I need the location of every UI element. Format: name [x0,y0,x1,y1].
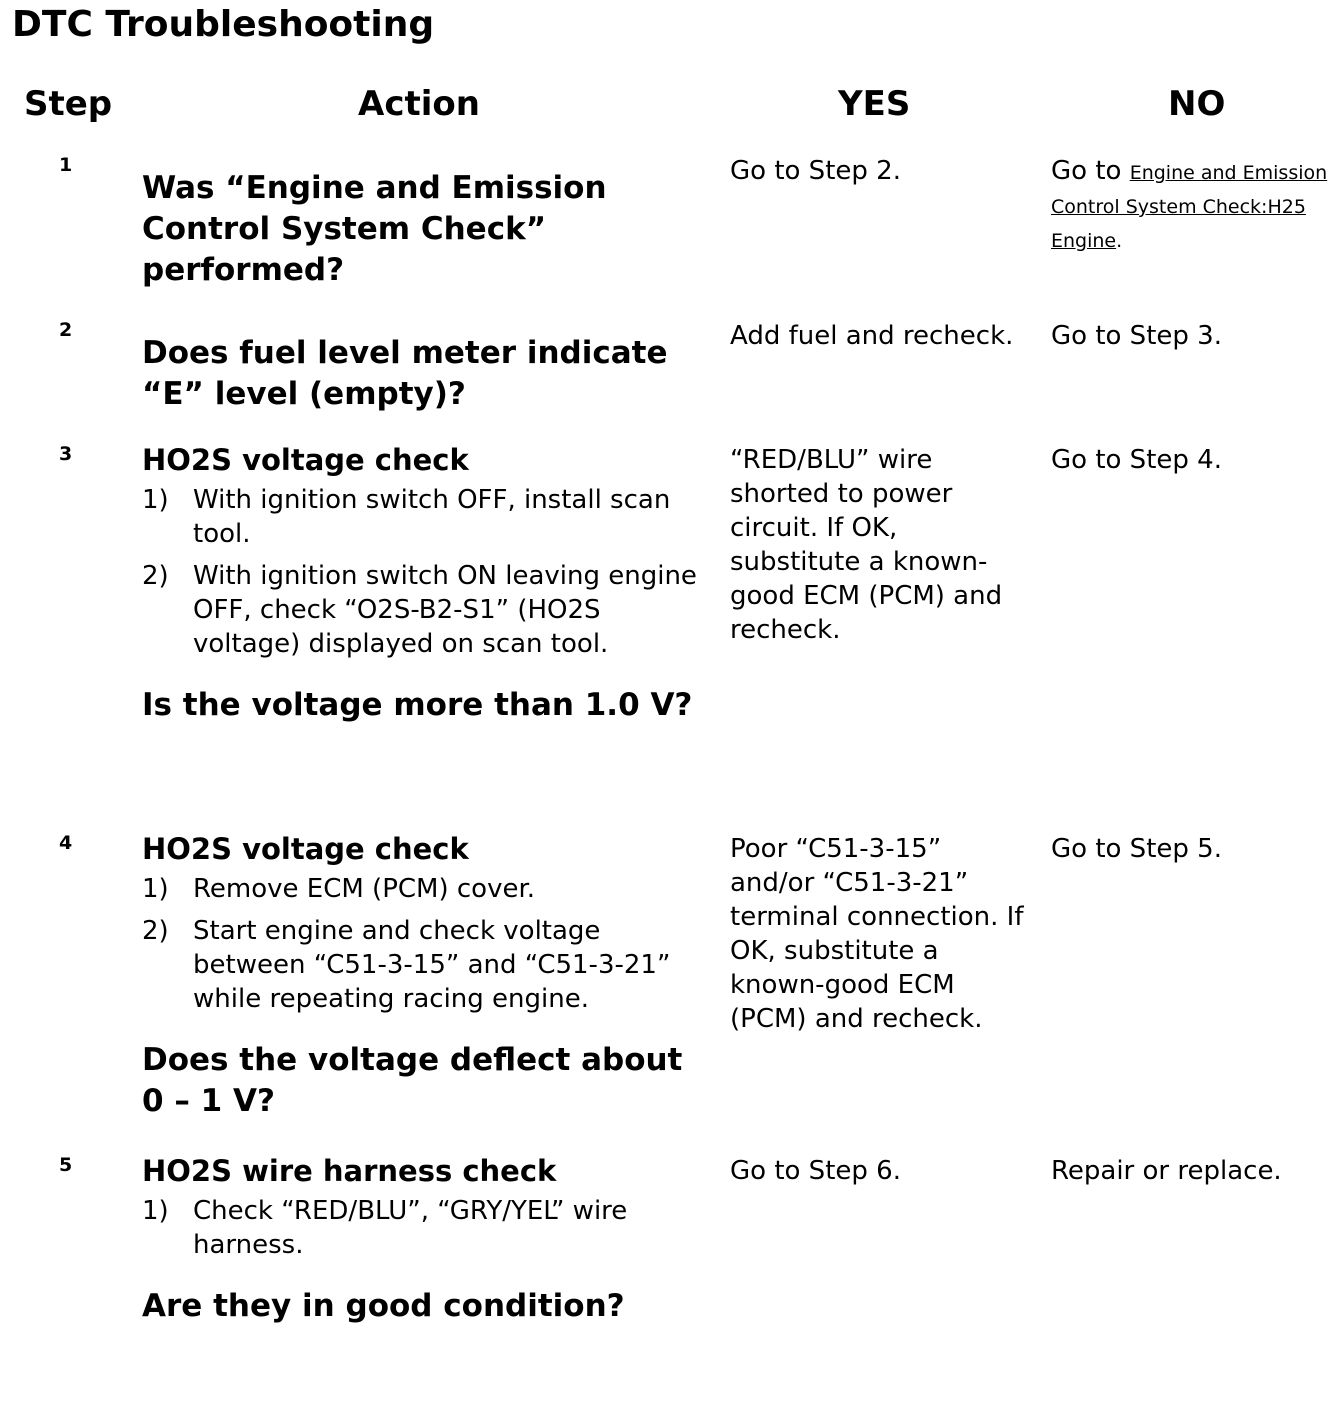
action-question: Is the voltage more than 1.0 V? [142,687,693,723]
no-cell: Go to Step 3. [1051,321,1222,351]
action-title: HO2S voltage check [142,832,469,866]
sub-step-number: 1) [142,874,169,904]
step-number: 4 [59,832,73,854]
no-cell [1051,154,1341,258]
action-cell [142,319,702,415]
sub-step-number: 2) [142,916,169,946]
no-cell: Repair or replace. [1051,1156,1282,1186]
action-question: Are they in good condition? [142,1288,625,1324]
action-title: HO2S voltage check [142,443,469,477]
yes-cell: Go to Step 2. [730,156,901,186]
sub-step-text: Remove ECM (PCM) cover. [193,874,536,904]
sub-step [142,1194,702,1262]
column-header-step: Step [24,84,113,124]
sub-step-text: With ignition switch ON leaving engine OFF, check “O2S-B2-S1” (HO2S voltage) displayed on scan tool. [193,561,697,659]
yes-cell: Poor “C51-3-15” and/or “C51-3-21” terminal connection. If OK, substitute a known-good ECM (PCM) and recheck. [730,834,1024,1034]
sub-step-number: 1) [142,1196,169,1226]
yes-cell: Go to Step 6. [730,1156,901,1186]
sub-step-list [142,872,702,1016]
sub-step [142,559,702,661]
action-cell [142,443,702,726]
no-cell: Go to Step 4. [1051,445,1222,475]
action-question: Does the voltage deflect about 0 – 1 V? [142,1042,683,1119]
sub-step [142,483,702,551]
step-number: 5 [59,1154,73,1176]
sub-step-list [142,1194,702,1262]
column-header-no: NO [1168,84,1226,124]
action-cell [142,154,702,291]
step-number: 1 [59,154,73,176]
action-cell [142,1154,702,1327]
sub-step-number: 1) [142,485,169,515]
no-suffix: . [1116,230,1123,252]
column-header-action: Action [358,84,480,124]
engine-emission-check-link[interactable]: Engine and Emission Control System Check:H25 Engine [1051,162,1328,252]
column-header-yes: YES [838,84,911,124]
yes-cell: Add fuel and recheck. [730,321,1014,351]
action-title: HO2S wire harness check [142,1154,557,1188]
yes-cell: “RED/BLU” wire shorted to power circuit. If OK, substitute a known-good ECM (PCM) and recheck. [730,445,1003,645]
action-question: Was “Engine and Emission Control System Check” performed? [142,170,607,288]
sub-step-number: 2) [142,561,169,591]
action-cell [142,832,702,1122]
no-cell: Go to Step 5. [1051,834,1222,864]
page-title: DTC Troubleshooting [12,4,435,45]
step-number: 3 [59,443,73,465]
sub-step-list [142,483,702,661]
no-prefix: Go to [1051,156,1122,186]
sub-step-text: With ignition switch OFF, install scan tool. [193,485,671,549]
action-question: Does fuel level meter indicate “E” level (empty)? [142,335,668,412]
sub-step [142,914,702,1016]
sub-step-text: Check “RED/BLU”, “GRY/YEL” wire harness. [193,1196,628,1260]
sub-step [142,872,702,906]
step-number: 2 [59,319,73,341]
sub-step-text: Start engine and check voltage between “C51-3-15” and “C51-3-21” while repeating racing engine. [193,916,671,1014]
